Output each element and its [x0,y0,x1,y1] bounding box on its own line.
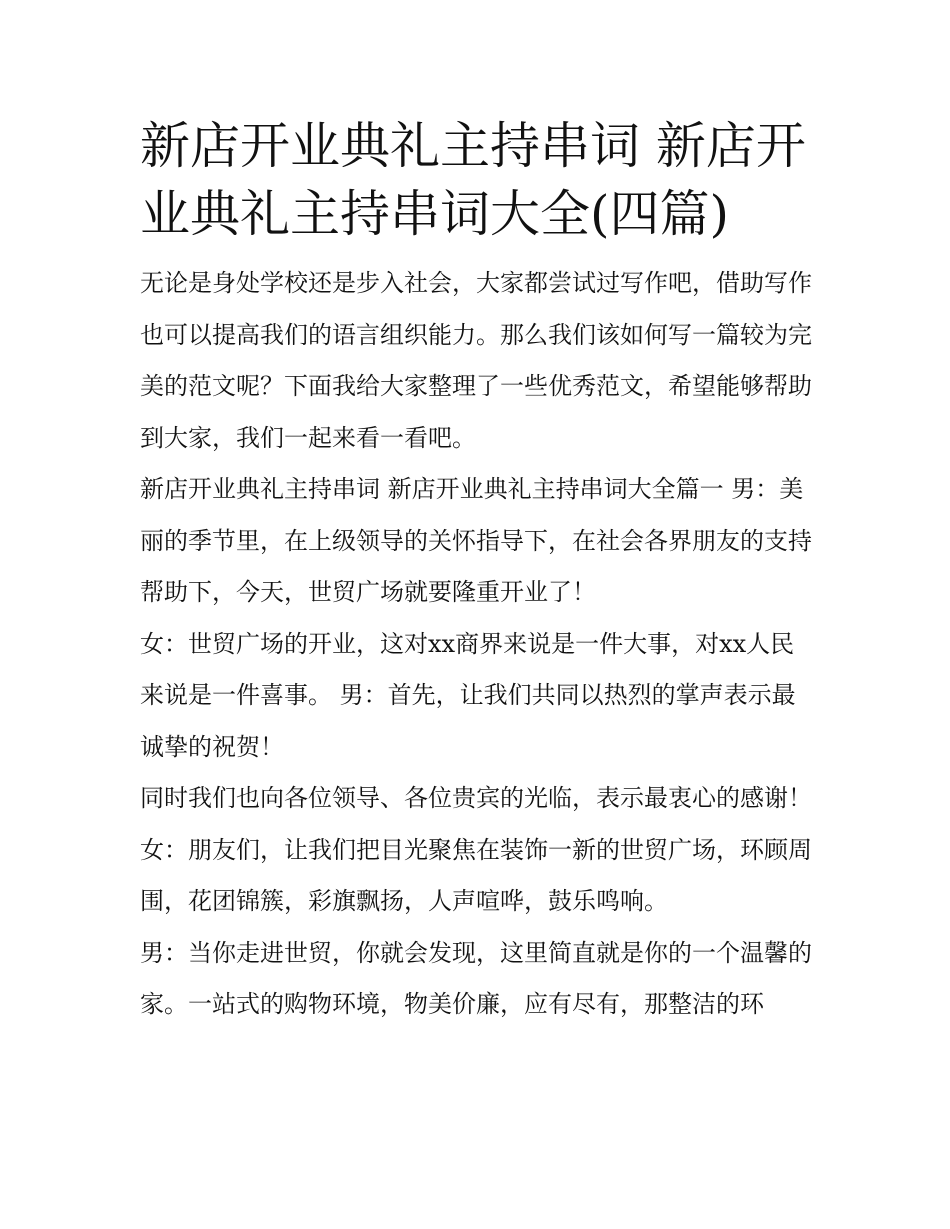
paragraph-female-host-1: 女：世贸广场的开业，这对xx商界来说是一件大事，对xx人民来说是一件喜事。 男：首先，让我们共同以热烈的掌声表示最诚挚的祝贺！ [140,629,796,761]
document-page [140,112,812,1031]
paragraph-opening: 新店开业典礼主持串词 新店开业典礼主持串词大全篇一 男：美丽的季节里，在上级领导的关怀指导下，在社会各界朋友的支持帮助下，今天，世贸广场就要隆重开业了！ [140,475,812,606]
paragraph-intro: 无论是身处学校还是步入社会，大家都尝试过写作吧，借助写作也可以提高我们的语言组织能力。那么我们该如何写一篇较为完美的范文呢？下面我给大家整理了一些优秀范文，希望能够帮助到大家，我们一起来看一看吧。 [140,269,812,452]
paragraph-thanks: 同时我们也向各位领导、各位贵宾的光临，表示最衷心的感谢！ [140,784,812,812]
paragraph-female-host-2: 女：朋友们，让我们把目光聚焦在装饰一新的世贸广场，环顾周围，花团锦簇，彩旗飘扬，人声喧哗，鼓乐鸣响。 [140,835,812,915]
paragraph-male-host: 男：当你走进世贸，你就会发现，这里简直就是你的一个温馨的家。一站式的购物环境，物美价廉，应有尽有，那整洁的环 [140,938,812,1018]
document-body [140,258,812,1031]
document-title: 新店开业典礼主持串词 新店开业典礼主持串词大全(四篇) [140,117,806,243]
